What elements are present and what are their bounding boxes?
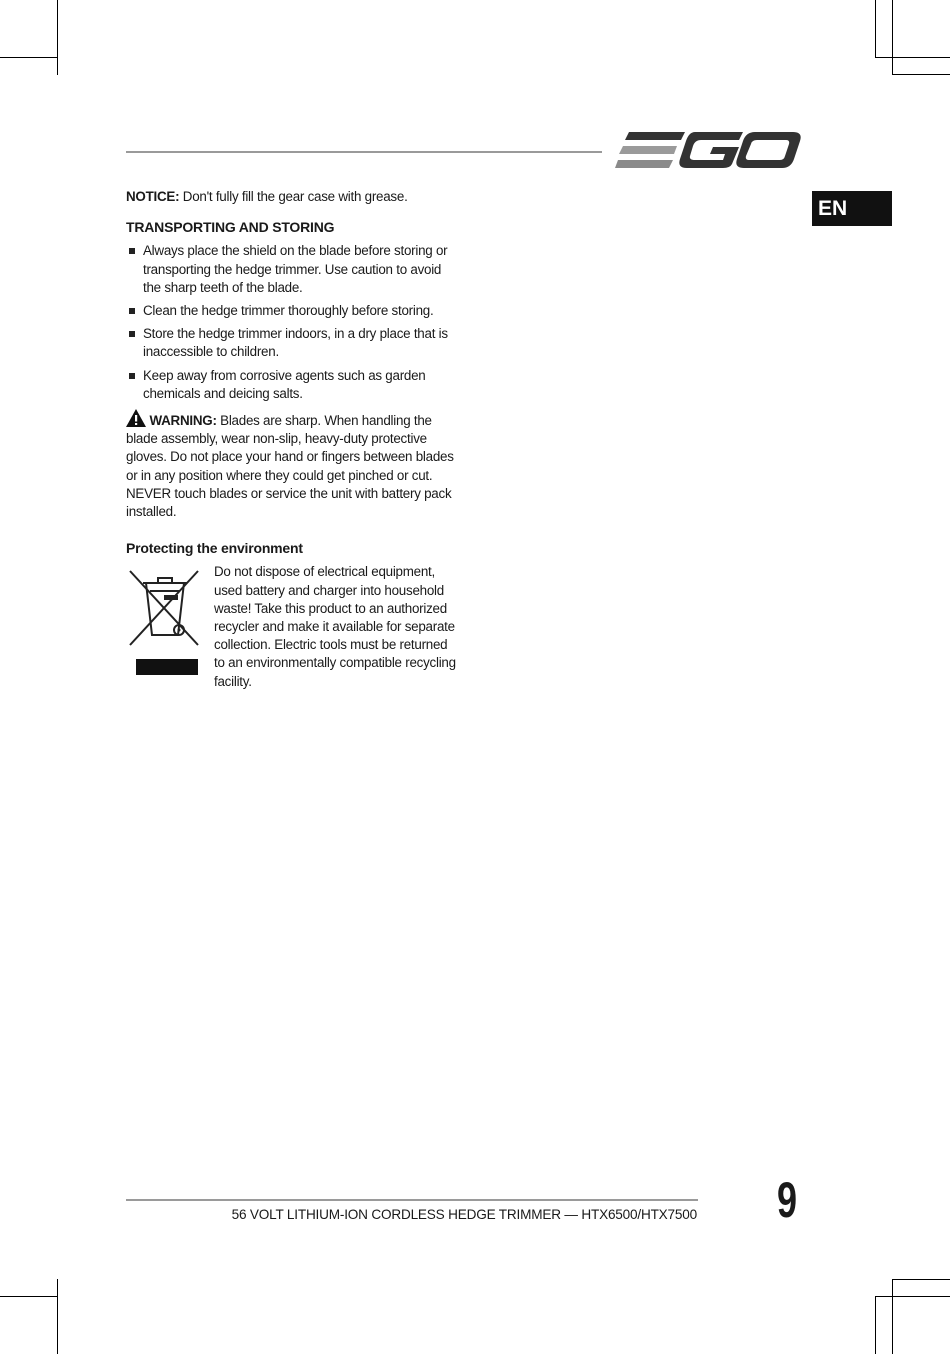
notice-label: NOTICE: bbox=[126, 189, 180, 204]
language-tab: EN bbox=[812, 191, 892, 226]
page-number: 9 bbox=[777, 1172, 798, 1228]
main-content bbox=[126, 188, 456, 693]
environment-block bbox=[126, 563, 456, 693]
bullet-icon bbox=[129, 331, 135, 337]
list-item: Store the hedge trimmer indoors, in a dry place that is inaccessible to children. bbox=[126, 325, 456, 361]
ego-logo bbox=[615, 128, 801, 172]
notice bbox=[126, 188, 456, 206]
warning-triangle-icon bbox=[126, 409, 146, 427]
transport-list bbox=[126, 242, 456, 403]
transport-heading: TRANSPORTING AND STORING bbox=[126, 219, 335, 236]
notice-text: Don't fully fill the gear case with grease. bbox=[179, 189, 408, 204]
bullet-icon bbox=[129, 373, 135, 379]
footer-rule bbox=[126, 1199, 698, 1201]
warning-label: WARNING: bbox=[149, 413, 217, 429]
list-item: Always place the shield on the blade before storing or transporting the hedge trimmer. Use caution to avoid the sharp teeth of the blade. bbox=[126, 242, 456, 297]
list-item: Clean the hedge trimmer thoroughly before storing. bbox=[126, 302, 456, 320]
crossed-out-bin-icon bbox=[126, 567, 202, 675]
bullet-icon bbox=[129, 248, 135, 254]
list-item: Keep away from corrosive agents such as garden chemicals and deicing salts. bbox=[126, 367, 456, 403]
environment-text: Do not dispose of electrical equipment, used battery and charger into household waste! Take this product to an authorized recycler and make it available for separate collection. Electric tools must be returned to an environmentally compatible recycling facility. bbox=[214, 564, 456, 689]
environment-heading: Protecting the environment bbox=[126, 540, 303, 557]
header-rule bbox=[126, 151, 602, 153]
footer-title: 56 VOLT LITHIUM-ION CORDLESS HEDGE TRIMMER — HTX6500/HTX7500 bbox=[231, 1207, 697, 1222]
bullet-icon bbox=[129, 308, 135, 314]
warning-text: Blades are sharp. When handling the blade assembly, wear non-slip, heavy-duty protective gloves. Do not place your hand or fingers between blades or in any position where they could get pinched or cut. NEVER touch blades or service the unit with battery pack installed. bbox=[126, 413, 454, 520]
warning bbox=[126, 409, 456, 521]
